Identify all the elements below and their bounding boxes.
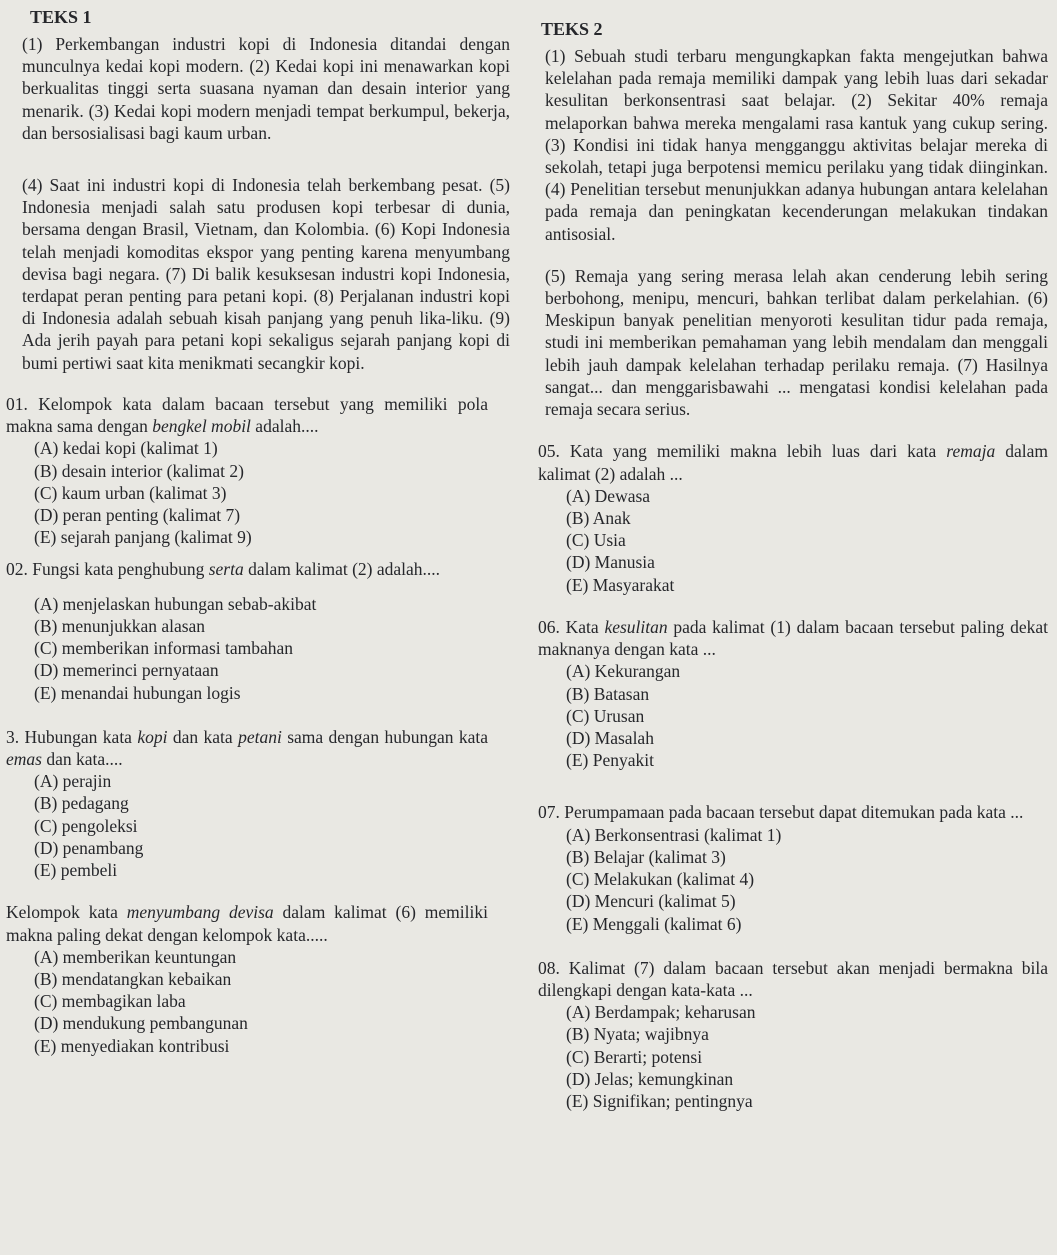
teks2-paragraph-2: (5) Remaja yang sering merasa lelah akan cenderung lebih sering berbohong, menipu, mencuri, bahkan terlibat dalam perkelahian. (6) Meskipun banyak penelitian menyoroti kesulitan tidur pada remaja, studi ini memberikan pemahaman yang lebih mendalam dan menggali lebih jauh dampak kelelahan terhadap perilaku remaja. (7) Hasilnya sangat... dan menggarisbawahi ... mengatasi kondisi kelelahan pada remaja secara serius. xyxy=(545,265,1048,420)
question-stem: 02. Fungsi kata penghubung serta dalam kalimat (2) adalah.... xyxy=(6,559,441,580)
question-stem: 06. Kata kesulitan pada kalimat (1) dalam bacaan tersebut paling dekat maknanya dengan kata ... xyxy=(538,616,1048,660)
teks2-paragraph-1: (1) Sebuah studi terbaru mengungkapkan fakta mengejutkan bahwa kelelahan pada remaja memiliki dampak yang lebih luas dari sekadar kesulitan berkonsentrasi saat belajar. (2) Sekitar 40% remaja melaporkan bahwa mereka mengalami rasa kantuk yang cukup sering. (3) Kondisi ini tidak hanya mengganggu aktivitas belajar mereka di sekolah, tetapi juga berpotensi memicu perilaku yang tidak diinginkan. (4) Penelitian tersebut menunjukkan adanya hubungan antara kelelahan pada remaja dan peningkatan kecenderungan melakukan tindakan antisosial. xyxy=(545,45,1048,244)
option-d[interactable]: (D) mendukung pembangunan xyxy=(34,1013,248,1034)
question-number: 01. xyxy=(6,393,28,414)
question-number: 02. xyxy=(6,559,28,580)
option-e[interactable]: (E) Penyakit xyxy=(566,750,654,771)
option-e[interactable]: (E) menyediakan kontribusi xyxy=(34,1035,230,1056)
option-c[interactable]: (C) Usia xyxy=(566,530,626,551)
right-column xyxy=(536,0,1052,1112)
option-b[interactable]: (B) menunjukkan alasan xyxy=(34,615,206,636)
option-c[interactable]: (C) pengoleksi xyxy=(34,815,138,836)
question-stem: 05. Kata yang memiliki makna lebih luas dari kata remaja dalam kalimat (2) adalah ... xyxy=(538,441,1048,484)
option-e[interactable]: (E) menandai hubungan logis xyxy=(34,682,241,703)
question-01 xyxy=(0,393,528,549)
option-c[interactable]: (C) kaum urban (kalimat 3) xyxy=(34,482,227,503)
option-e[interactable]: (E) sejarah panjang (kalimat 9) xyxy=(34,527,252,548)
option-b[interactable]: (B) Belajar (kalimat 3) xyxy=(566,846,726,867)
question-05 xyxy=(536,440,1052,596)
option-b[interactable]: (B) Batasan xyxy=(566,683,650,704)
option-a[interactable]: (A) perajin xyxy=(34,771,112,792)
question-07 xyxy=(536,801,1052,934)
option-a[interactable]: (A) kedai kopi (kalimat 1) xyxy=(34,438,218,459)
question-06 xyxy=(536,616,1052,772)
option-d[interactable]: (D) Mencuri (kalimat 5) xyxy=(566,891,736,912)
question-stem: Kelompok kata menyumbang devisa dalam kalimat (6) memiliki makna paling dekat dengan kelompok kata..... xyxy=(6,902,488,945)
option-d[interactable]: (D) penambang xyxy=(34,837,144,858)
option-b[interactable]: (B) Anak xyxy=(566,508,631,529)
question-08 xyxy=(536,957,1052,1113)
question-04 xyxy=(0,901,528,1057)
question-number: 3. xyxy=(6,726,20,747)
question-number: 06. xyxy=(538,616,560,637)
option-c[interactable]: (C) Melakukan (kalimat 4) xyxy=(566,869,755,890)
option-c[interactable]: (C) membagikan laba xyxy=(34,991,186,1012)
question-stem: 01. Kelompok kata dalam bacaan tersebut yang memiliki pola makna sama dengan bengkel mobil adalah.... xyxy=(6,393,489,437)
option-d[interactable]: (D) memerinci pernyataan xyxy=(34,660,219,681)
teks2-title: TEKS 2 xyxy=(541,19,603,39)
teks1-title: TEKS 1 xyxy=(30,7,92,27)
option-c[interactable]: (C) Berarti; potensi xyxy=(566,1046,703,1067)
option-e[interactable]: (E) Signifikan; pentingnya xyxy=(566,1091,753,1112)
option-d[interactable]: (D) peran penting (kalimat 7) xyxy=(34,505,241,526)
question-02 xyxy=(0,558,528,703)
option-d[interactable]: (D) Manusia xyxy=(566,552,655,573)
option-a[interactable]: (A) Berdampak; keharusan xyxy=(566,1002,756,1023)
option-a[interactable]: (A) memberikan keuntungan xyxy=(34,946,237,967)
option-b[interactable]: (B) mendatangkan kebaikan xyxy=(34,968,232,989)
option-a[interactable]: (A) Berkonsentrasi (kalimat 1) xyxy=(566,824,782,845)
question-stem: 3. Hubungan kata kopi dan kata petani sama dengan hubungan kata emas dan kata.... xyxy=(6,726,489,769)
option-a[interactable]: (A) menjelaskan hubungan sebab-akibat xyxy=(34,593,317,614)
option-a[interactable]: (A) Kekurangan xyxy=(566,661,681,682)
option-a[interactable]: (A) Dewasa xyxy=(566,485,651,506)
teks1-paragraph-1: (1) Perkembangan industri kopi di Indonesia ditandai dengan munculnya kedai kopi modern. (2) Kedai kopi ini menawarkan kopi berkualitas tinggi serta suasana nyaman dan desain interior yang menarik. (3) Kedai kopi modern menjadi tempat berkumpul, bekerja, dan bersosialisasi bagi kaum urban. xyxy=(22,33,510,143)
question-03 xyxy=(0,726,528,882)
teks1-paragraph-2: (4) Saat ini industri kopi di Indonesia telah berkembang pesat. (5) Indonesia menjadi salah satu produsen kopi terbesar di dunia, bersama dengan Brasil, Vietnam, dan Kolombia. (6) Kopi Indonesia telah menjadi komoditas ekspor yang penting karena menyumbang devisa bagi negara. (7) Di balik kesuksesan industri kopi Indonesia, terdapat peran penting para petani kopi. (8) Perjalanan industri kopi di Indonesia adalah sebuah kisah panjang yang penuh lika-liku. (9) Ada jerih payah para petani kopi sekaligus sejarah panjang kopi di bumi pertiwi saat kita menikmati secangkir kopi. xyxy=(22,174,510,373)
option-e[interactable]: (E) pembeli xyxy=(34,860,118,881)
question-number: 05. xyxy=(538,441,560,462)
question-stem: 07. Perumpamaan pada bacaan tersebut dapat ditemukan pada kata ... xyxy=(538,802,1024,823)
question-number: 08. xyxy=(538,957,560,978)
option-b[interactable]: (B) Nyata; wajibnya xyxy=(566,1024,709,1045)
option-e[interactable]: (E) Masyarakat xyxy=(566,574,675,595)
question-number: 07. xyxy=(538,802,560,823)
option-b[interactable]: (B) pedagang xyxy=(34,793,129,814)
option-d[interactable]: (D) Jelas; kemungkinan xyxy=(566,1068,734,1089)
question-stem: 08. Kalimat (7) dalam bacaan tersebut akan menjadi bermakna bila dilengkapi dengan kata-kata ... xyxy=(538,957,1049,1000)
option-c[interactable]: (C) Urusan xyxy=(566,705,645,726)
option-e[interactable]: (E) Menggali (kalimat 6) xyxy=(566,913,742,934)
option-b[interactable]: (B) desain interior (kalimat 2) xyxy=(34,460,244,481)
option-d[interactable]: (D) Masalah xyxy=(566,727,654,748)
left-column xyxy=(0,0,528,1057)
option-c[interactable]: (C) memberikan informasi tambahan xyxy=(34,638,294,659)
